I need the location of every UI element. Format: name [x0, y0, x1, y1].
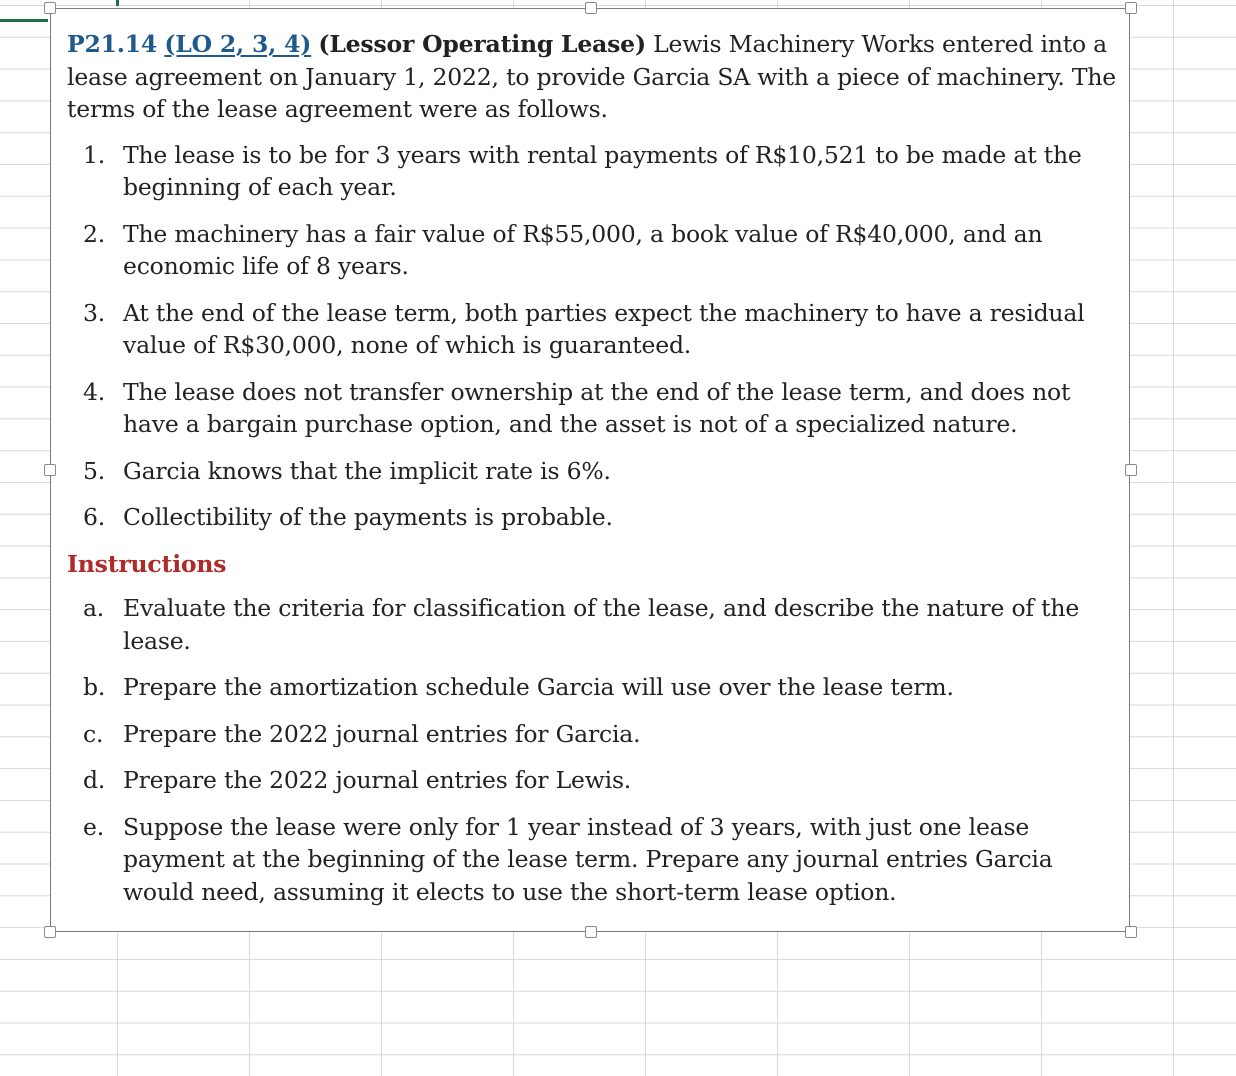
resize-handle-middle-left[interactable] [44, 464, 56, 476]
list-marker: d. [83, 766, 106, 794]
list-item-text: Garcia knows that the implicit rate is 6%. [123, 456, 611, 485]
problem-content [67, 28, 1122, 922]
list-item [67, 811, 1122, 909]
list-item [67, 376, 1122, 441]
problem-title: (Lessor Operating Lease) [318, 30, 646, 58]
list-marker: 4. [83, 377, 106, 406]
instructions-heading: Instructions [67, 549, 227, 578]
list-item-text: Collectibility of the payments is probable. [123, 503, 613, 531]
list-item [67, 592, 1122, 657]
list-item [67, 297, 1122, 362]
list-marker: 5. [83, 456, 106, 485]
list-item [67, 718, 1122, 751]
column-selection-indicator [116, 0, 119, 6]
list-marker: 1. [83, 140, 106, 169]
learning-objectives-link[interactable]: (LO 2, 3, 4) [164, 30, 312, 58]
list-marker: 6. [83, 503, 106, 531]
resize-handle-top-left[interactable] [44, 2, 56, 14]
list-item-text: Prepare the 2022 journal entries for Lewis. [123, 766, 632, 794]
problem-intro [67, 28, 1122, 126]
list-item-text: The machinery has a fair value of R$55,000, a book value of R$40,000, and an economic life of 8 years. [123, 219, 1043, 280]
list-marker: b. [83, 673, 106, 701]
list-marker: e. [83, 812, 104, 841]
list-item-text: Evaluate the criteria for classification of the lease, and describe the nature of the lease. [123, 594, 1080, 655]
list-item [67, 501, 1122, 534]
list-item [67, 764, 1122, 797]
problem-number: P21.14 [67, 30, 158, 58]
instructions-list [67, 592, 1122, 908]
list-item-text: The lease does not transfer ownership at the end of the lease term, and does not have a bargain purchase option, and the asset is not of a specialized nature. [123, 377, 1071, 438]
resize-handle-bottom-center[interactable] [585, 926, 597, 938]
list-item [67, 218, 1122, 283]
list-marker: a. [83, 594, 105, 622]
list-marker: c. [83, 719, 104, 748]
list-item-text: Prepare the 2022 journal entries for Garcia. [123, 719, 641, 748]
list-item-text: Suppose the lease were only for 1 year instead of 3 years, with just one lease payment at the beginning of the lease term. Prepare any journal entries Garcia would need, assuming it elects to use the short-term lease option. [123, 812, 1053, 906]
list-item-text: The lease is to be for 3 years with rental payments of R$10,521 to be made at the beginning of each year. [123, 140, 1082, 201]
lease-terms-list [67, 139, 1122, 534]
list-item [67, 139, 1122, 204]
resize-handle-top-right[interactable] [1125, 2, 1137, 14]
cell-selection-indicator [0, 19, 48, 22]
list-marker: 3. [83, 298, 106, 327]
resize-handle-middle-right[interactable] [1125, 464, 1137, 476]
list-item-text: At the end of the lease term, both parties expect the machinery to have a residual value of R$30,000, none of which is guaranteed. [123, 298, 1085, 359]
list-marker: 2. [83, 219, 106, 248]
problem-intro-text: Lewis Machinery Works entered into a lease agreement on January 1, 2022, to provide Garcia SA with a piece of machinery. The terms of the lease agreement were as follows. [67, 30, 1116, 123]
list-item-text: Prepare the amortization schedule Garcia will use over the lease term. [123, 673, 954, 701]
resize-handle-bottom-left[interactable] [44, 926, 56, 938]
list-item [67, 455, 1122, 488]
list-item [67, 671, 1122, 704]
resize-handle-bottom-right[interactable] [1125, 926, 1137, 938]
resize-handle-top-center[interactable] [585, 2, 597, 14]
